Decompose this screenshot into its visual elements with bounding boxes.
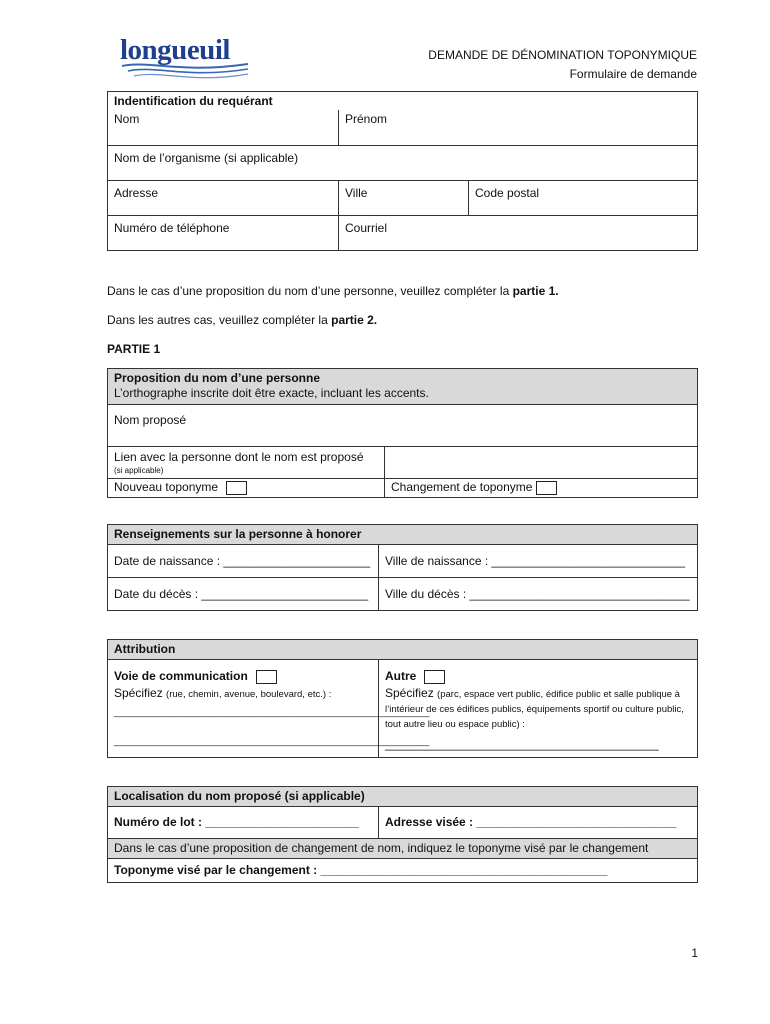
identification-table	[107, 91, 698, 251]
nouveau-toponyme-cell	[108, 479, 385, 498]
partie-1-label: PARTIE 1	[107, 342, 161, 356]
ville-field[interactable]: Ville	[339, 181, 469, 216]
lien-input[interactable]	[385, 447, 698, 479]
specifiez-right-label: Spécifiez	[385, 686, 434, 700]
renseignements-heading: Renseignements sur la personne à honorer	[108, 525, 698, 545]
attribution-table	[107, 639, 698, 758]
prenom-field[interactable]: Prénom	[339, 110, 698, 146]
autre-line[interactable]: _________________________________________	[385, 737, 659, 751]
ville-deces-field[interactable]: Ville du décès : _________________________________	[379, 578, 698, 611]
nouveau-toponyme-label: Nouveau toponyme	[114, 480, 219, 494]
specifiez-right-note: (parc, espace vert public, édifice public et salle publique à l’intérieur de ces édifices publics, équipements sportif ou culture public, tout autre lieu ou espace public) :	[385, 689, 684, 730]
longueuil-logo	[120, 34, 250, 82]
instruction-2-bold: partie 2.	[331, 313, 378, 327]
partie-1-heading-cell	[108, 369, 698, 405]
renseignements-table	[107, 524, 698, 611]
voie-checkbox[interactable]	[256, 670, 277, 684]
changement-toponyme-checkbox[interactable]	[536, 481, 557, 495]
attribution-heading: Attribution	[108, 640, 698, 660]
lien-cell	[108, 447, 385, 479]
partie-1-heading: Proposition du nom d’une personne	[114, 371, 320, 385]
courriel-field[interactable]: Courriel	[339, 216, 698, 251]
localisation-heading: Localisation du nom proposé (si applicable)	[108, 787, 698, 807]
toponyme-vise-field[interactable]: Toponyme visé par le changement : ___________________________________________	[108, 859, 698, 883]
autre-checkbox[interactable]	[424, 670, 445, 684]
page-number: 1	[691, 946, 698, 960]
telephone-field[interactable]: Numéro de téléphone	[108, 216, 339, 251]
instruction-1-text: Dans le cas d’une proposition du nom d’une personne, veuillez compléter la	[107, 284, 513, 298]
document-title: DEMANDE DE DÉNOMINATION TOPONYMIQUE	[428, 48, 697, 62]
lien-label: Lien avec la personne dont le nom est proposé	[114, 450, 364, 464]
partie-1-table	[107, 368, 698, 498]
instruction-line-1	[107, 284, 559, 298]
specifiez-left-note: (rue, chemin, avenue, boulevard, etc.) :	[166, 689, 332, 700]
lien-note: (si applicable)	[114, 466, 164, 475]
partie-1-subheading: L’orthographe inscrite doit être exacte, incluant les accents.	[114, 386, 429, 400]
date-naissance-field[interactable]: Date de naissance : ______________________	[108, 545, 379, 578]
autre-cell	[379, 660, 698, 758]
date-deces-field[interactable]: Date du décès : _________________________	[108, 578, 379, 611]
instruction-line-2	[107, 313, 377, 327]
localisation-table	[107, 786, 698, 883]
nom-field[interactable]: Nom	[108, 110, 339, 146]
ville-naissance-field[interactable]: Ville de naissance : _____________________________	[379, 545, 698, 578]
numero-lot-field[interactable]: Numéro de lot : _______________________	[108, 807, 379, 839]
voie-line-2[interactable]: _______________________________________________________________	[114, 736, 430, 746]
voie-label: Voie de communication	[114, 669, 248, 683]
logo-waves-icon	[120, 60, 250, 82]
changement-note: Dans le cas d’une proposition de changement de nom, indiquez le toponyme visé par le changement	[108, 839, 698, 859]
changement-toponyme-label: Changement de toponyme	[391, 480, 533, 494]
specifiez-left-label: Spécifiez	[114, 686, 163, 700]
instruction-1-bold: partie 1.	[512, 284, 559, 298]
organisme-field[interactable]: Nom de l’organisme (si applicable)	[108, 146, 698, 181]
adresse-field[interactable]: Adresse	[108, 181, 339, 216]
document-subtitle: Formulaire de demande	[569, 67, 697, 81]
nom-propose-field[interactable]: Nom proposé	[108, 405, 698, 447]
voie-line-1[interactable]: _______________________________________________________________	[114, 707, 430, 717]
instruction-2-text: Dans les autres cas, veuillez compléter la	[107, 313, 332, 327]
nouveau-toponyme-checkbox[interactable]	[226, 481, 247, 495]
identification-heading: Indentification du requérant	[108, 92, 698, 110]
changement-toponyme-cell	[385, 479, 698, 498]
logo-text: longueuil	[120, 34, 230, 66]
code-postal-field[interactable]: Code postal	[469, 181, 698, 216]
adresse-visee-field[interactable]: Adresse visée : ______________________________	[379, 807, 698, 839]
autre-label: Autre	[385, 669, 417, 683]
